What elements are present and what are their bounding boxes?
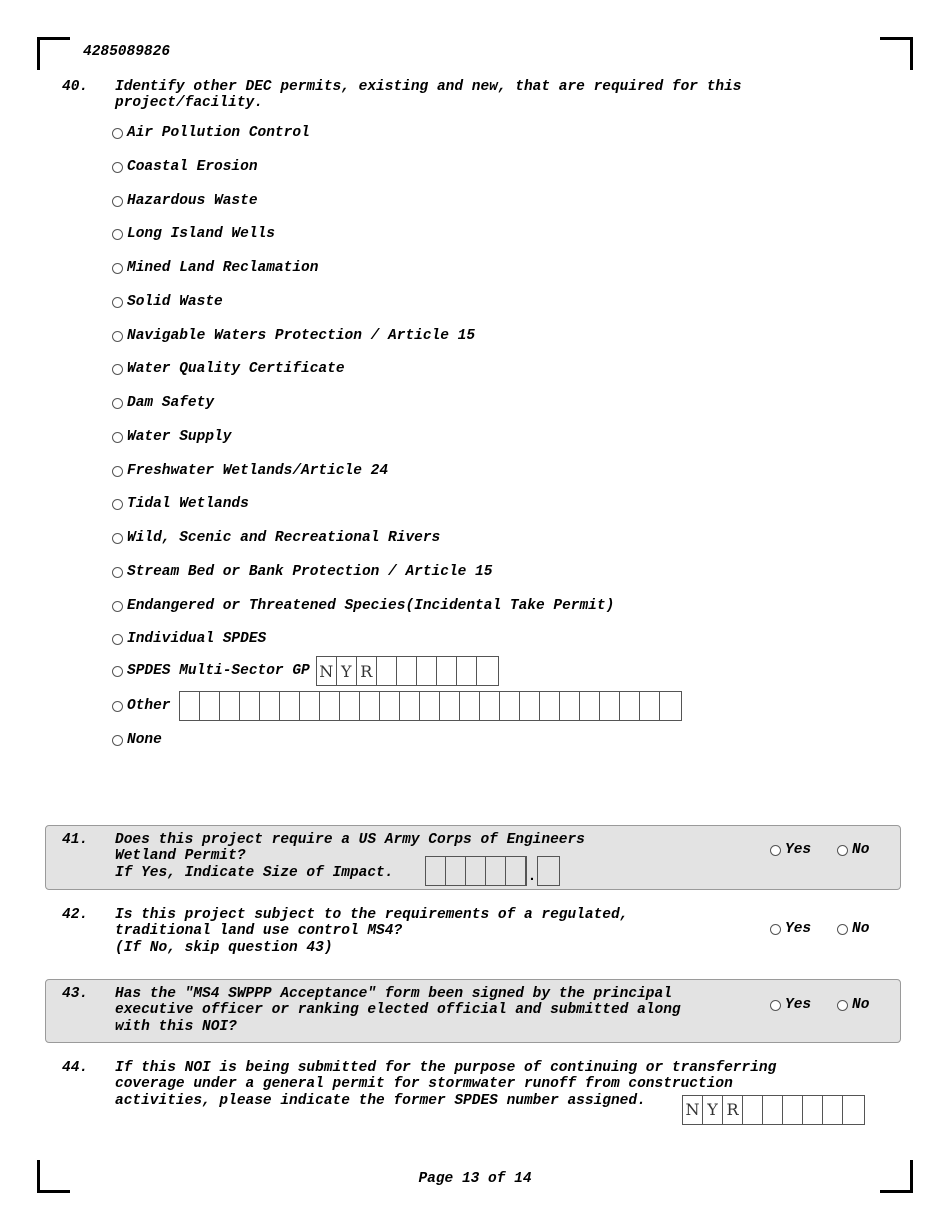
document-id: 4285089826 — [83, 44, 171, 60]
option-label: Solid Waste — [127, 294, 223, 310]
option-label: Other — [127, 698, 171, 714]
input-cell[interactable] — [446, 857, 466, 885]
other-permit-input[interactable] — [179, 691, 682, 721]
no-label: No — [852, 997, 870, 1013]
radio-button[interactable] — [770, 1000, 781, 1011]
input-cell[interactable] — [420, 692, 440, 720]
radio-button[interactable] — [112, 533, 123, 544]
option-label: Water Supply — [127, 429, 232, 445]
permit-option[interactable] — [112, 529, 440, 547]
input-cell: Y — [703, 1096, 723, 1124]
permit-option[interactable] — [112, 192, 258, 210]
input-cell[interactable] — [803, 1096, 823, 1124]
corner-mark-top-left — [37, 37, 70, 70]
input-cell[interactable] — [457, 657, 477, 685]
yes-label: Yes — [785, 921, 812, 937]
permit-option[interactable] — [112, 495, 249, 513]
input-cell[interactable] — [640, 692, 660, 720]
decimal-point: . — [527, 869, 537, 885]
q43-yes-option[interactable] — [770, 997, 811, 1013]
option-label: Stream Bed or Bank Protection / Article 15 — [127, 564, 493, 580]
q41-text-line3: If Yes, Indicate Size of Impact. — [115, 865, 394, 881]
option-label: Tidal Wetlands — [127, 496, 249, 512]
input-cell[interactable] — [783, 1096, 803, 1124]
radio-button[interactable] — [112, 196, 123, 207]
no-label: No — [852, 842, 870, 858]
option-none[interactable] — [112, 731, 162, 749]
input-cell: N — [317, 657, 337, 685]
option-label: Dam Safety — [127, 395, 215, 411]
option-label: Wild, Scenic and Recreational Rivers — [127, 530, 441, 546]
permit-option[interactable] — [112, 563, 492, 581]
input-cell[interactable] — [340, 692, 360, 720]
input-cell: R — [357, 657, 377, 685]
option-label: Water Quality Certificate — [127, 361, 345, 377]
input-cell[interactable] — [477, 657, 498, 685]
input-cell[interactable] — [426, 857, 446, 885]
radio-button[interactable] — [112, 229, 123, 240]
radio-button[interactable] — [112, 297, 123, 308]
q40-number: 40. — [62, 79, 89, 95]
permit-option[interactable] — [112, 630, 266, 648]
input-cell[interactable] — [360, 692, 380, 720]
q41-yes-option[interactable] — [770, 842, 811, 858]
permit-option[interactable] — [112, 124, 310, 142]
input-cell: N — [683, 1096, 703, 1124]
q42-number: 42. — [62, 907, 89, 923]
radio-button[interactable] — [112, 701, 123, 712]
input-cell[interactable] — [320, 692, 340, 720]
permit-option[interactable] — [112, 428, 231, 446]
impact-size-decimal[interactable] — [537, 856, 560, 886]
no-label: No — [852, 921, 870, 937]
input-cell[interactable] — [540, 692, 560, 720]
input-cell[interactable] — [437, 657, 457, 685]
option-label: None — [127, 732, 162, 748]
input-cell: R — [723, 1096, 743, 1124]
option-label: Air Pollution Control — [127, 125, 310, 141]
radio-button[interactable] — [112, 499, 123, 510]
impact-size-whole[interactable] — [425, 856, 527, 886]
q44-text-line2: coverage under a general permit for stormwater runoff from construction — [115, 1076, 733, 1092]
option-spdes-multi-sector-gp[interactable] — [112, 662, 499, 680]
permit-option[interactable] — [112, 597, 614, 615]
input-cell[interactable] — [520, 692, 540, 720]
radio-button[interactable] — [112, 601, 123, 612]
input-cell[interactable] — [600, 692, 620, 720]
radio-button[interactable] — [112, 432, 123, 443]
input-cell[interactable] — [260, 692, 280, 720]
input-cell[interactable] — [620, 692, 640, 720]
permit-option[interactable] — [112, 293, 223, 311]
input-cell[interactable] — [417, 657, 437, 685]
input-cell[interactable] — [397, 657, 417, 685]
permit-option[interactable] — [112, 394, 214, 412]
radio-button[interactable] — [112, 735, 123, 746]
input-cell[interactable] — [400, 692, 420, 720]
input-cell[interactable] — [486, 857, 506, 885]
q44-text-line1: If this NOI is being submitted for the purpose of continuing or transferring — [115, 1060, 777, 1076]
radio-button[interactable] — [112, 128, 123, 139]
yes-label: Yes — [785, 997, 812, 1013]
radio-button[interactable] — [770, 845, 781, 856]
yes-label: Yes — [785, 842, 812, 858]
input-cell[interactable] — [180, 692, 200, 720]
radio-button[interactable] — [112, 398, 123, 409]
q41-no-option[interactable] — [837, 842, 869, 858]
q40-text-line2: project/facility. — [115, 95, 263, 111]
radio-button[interactable] — [837, 845, 848, 856]
q43-no-option[interactable] — [837, 997, 869, 1013]
input-cell[interactable] — [560, 692, 580, 720]
option-label: Coastal Erosion — [127, 159, 258, 175]
input-cell[interactable] — [538, 857, 559, 885]
q44-text-line3: activities, please indicate the former SPDES number assigned. — [115, 1093, 646, 1109]
q41-number: 41. — [62, 832, 89, 848]
option-label: Navigable Waters Protection / Article 15 — [127, 328, 476, 344]
q42-no-option[interactable] — [837, 921, 869, 937]
former-spdes-number-input[interactable] — [676, 1095, 865, 1124]
input-cell[interactable] — [480, 692, 500, 720]
q43-text-line3: with this NOI? — [115, 1019, 237, 1035]
input-cell[interactable] — [823, 1096, 843, 1124]
q42-yes-option[interactable] — [770, 921, 811, 937]
corner-mark-top-right — [880, 37, 913, 70]
input-cell[interactable] — [200, 692, 220, 720]
input-cell[interactable] — [506, 857, 526, 885]
permit-option[interactable] — [112, 462, 388, 480]
page-footer: Page 13 of 14 — [418, 1171, 532, 1187]
radio-button[interactable] — [112, 567, 123, 578]
option-label: Individual SPDES — [127, 631, 267, 647]
q44-number: 44. — [62, 1060, 89, 1076]
option-label: Freshwater Wetlands/Article 24 — [127, 463, 389, 479]
input-cell[interactable] — [500, 692, 520, 720]
q42-text-line1: Is this project subject to the requirements of a regulated, — [115, 907, 629, 923]
option-label: Mined Land Reclamation — [127, 260, 319, 276]
option-label: Long Island Wells — [127, 226, 275, 242]
q43-number: 43. — [62, 986, 89, 1002]
permit-option[interactable] — [112, 259, 318, 277]
input-cell[interactable] — [460, 692, 480, 720]
input-cell[interactable] — [240, 692, 260, 720]
former-spdes-boxes[interactable] — [682, 1095, 865, 1125]
input-cell[interactable] — [220, 692, 240, 720]
radio-button[interactable] — [770, 924, 781, 935]
input-cell[interactable] — [380, 692, 400, 720]
input-cell[interactable] — [440, 692, 460, 720]
radio-button[interactable] — [112, 466, 123, 477]
permit-option[interactable] — [112, 158, 258, 176]
radio-button[interactable] — [112, 162, 123, 173]
input-cell[interactable] — [763, 1096, 783, 1124]
q43-text-line2: executive officer or ranking elected official and submitted along — [115, 1002, 681, 1018]
radio-button[interactable] — [112, 634, 123, 645]
radio-button[interactable] — [112, 666, 123, 677]
radio-button[interactable] — [837, 924, 848, 935]
input-cell[interactable] — [280, 692, 300, 720]
input-cell: Y — [337, 657, 357, 685]
q42-text-line2: traditional land use control MS4? — [115, 923, 403, 939]
spdes-gp-number-input[interactable] — [316, 656, 499, 686]
input-cell[interactable] — [743, 1096, 763, 1124]
input-cell[interactable] — [660, 692, 681, 720]
input-cell[interactable] — [843, 1096, 864, 1124]
permit-option[interactable] — [112, 360, 345, 378]
input-cell[interactable] — [580, 692, 600, 720]
radio-button[interactable] — [112, 263, 123, 274]
q40-text-line1: Identify other DEC permits, existing and new, that are required for this — [115, 79, 742, 95]
q43-text-line1: Has the "MS4 SWPPP Acceptance" form been signed by the principal — [115, 986, 672, 1002]
radio-button[interactable] — [837, 1000, 848, 1011]
option-label: Endangered or Threatened Species(Incidental Take Permit) — [127, 598, 615, 614]
input-cell[interactable] — [466, 857, 486, 885]
input-cell[interactable] — [377, 657, 397, 685]
q42-text-line3: (If No, skip question 43) — [115, 940, 333, 956]
option-label: Hazardous Waste — [127, 193, 258, 209]
input-cell[interactable] — [300, 692, 320, 720]
q41-text-line2: Wetland Permit? — [115, 848, 246, 864]
permit-option[interactable] — [112, 327, 475, 345]
permit-option[interactable] — [112, 225, 275, 243]
radio-button[interactable] — [112, 364, 123, 375]
option-other[interactable] — [112, 697, 682, 715]
radio-button[interactable] — [112, 331, 123, 342]
impact-size-input[interactable] — [419, 857, 560, 885]
q41-text-line1: Does this project require a US Army Corps of Engineers — [115, 832, 585, 848]
option-label: SPDES Multi-Sector GP — [127, 663, 310, 679]
